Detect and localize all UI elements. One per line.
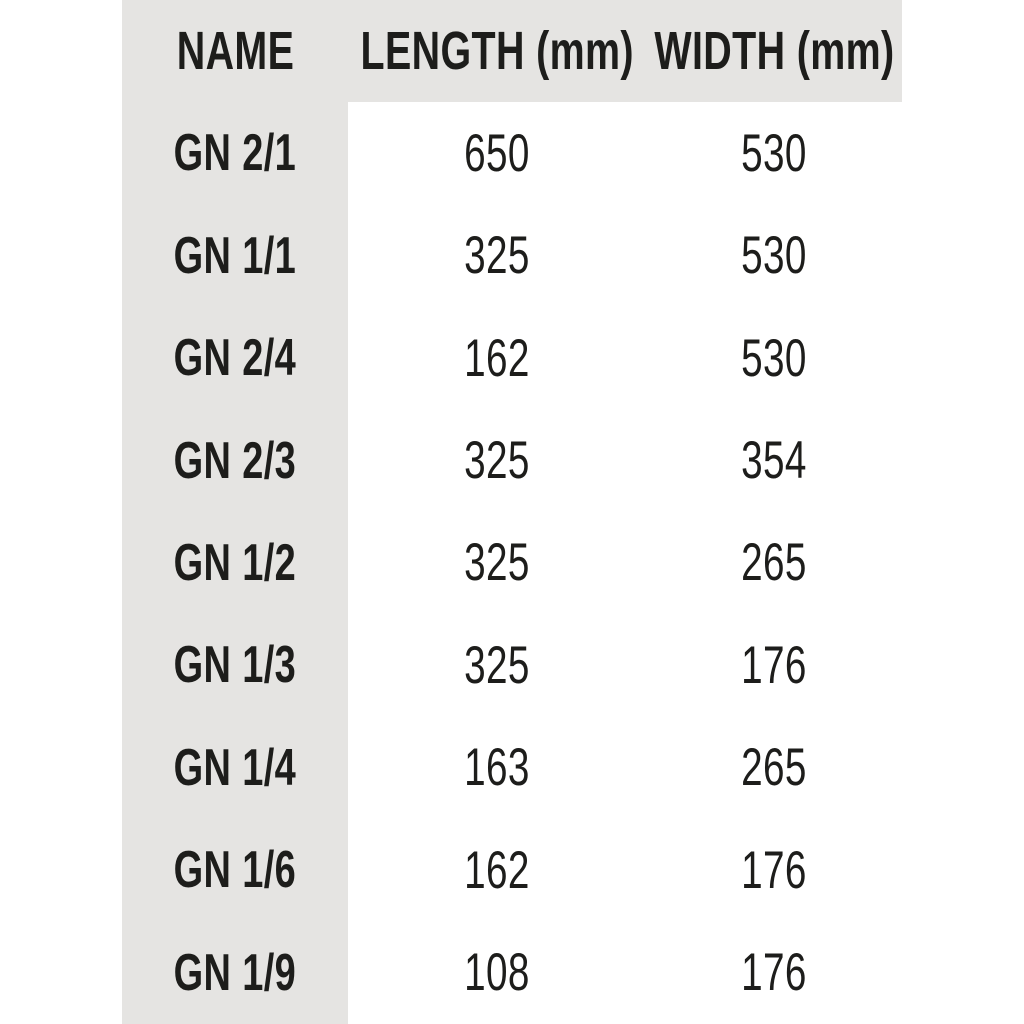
row-name-label: GN 1/6 (173, 841, 297, 900)
length-value: 325 (464, 431, 530, 491)
length-cell (348, 307, 646, 409)
length-value: 650 (464, 123, 530, 183)
length-cell (348, 614, 646, 716)
width-cell (646, 204, 902, 306)
row-name-label: GN 1/4 (173, 738, 297, 797)
row-name-cell (122, 102, 348, 204)
row-name-cell (122, 819, 348, 921)
length-cell (348, 204, 646, 306)
row-name-cell (122, 204, 348, 306)
length-cell (348, 717, 646, 819)
length-cell (348, 409, 646, 511)
row-name-cell (122, 717, 348, 819)
width-value: 176 (741, 635, 807, 695)
width-cell (646, 717, 902, 819)
row-name-cell (122, 307, 348, 409)
width-cell (646, 307, 902, 409)
width-value: 176 (741, 840, 807, 900)
row-name-label: GN 1/9 (173, 943, 297, 1002)
width-value: 176 (741, 943, 807, 1003)
width-cell (646, 614, 902, 716)
row-name-cell (122, 614, 348, 716)
gn-size-table (122, 0, 902, 1024)
length-value: 325 (464, 635, 530, 695)
header-cell-length (348, 0, 646, 102)
length-cell (348, 102, 646, 204)
row-name-label: GN 1/1 (173, 226, 297, 285)
length-cell (348, 512, 646, 614)
row-name-label: GN 2/3 (173, 431, 297, 490)
length-value: 325 (464, 226, 530, 286)
header-cell-width (646, 0, 902, 102)
width-value: 530 (741, 123, 807, 183)
width-value: 530 (741, 328, 807, 388)
row-name-label: GN 2/1 (173, 124, 297, 183)
row-name-cell (122, 409, 348, 511)
width-cell (646, 922, 902, 1024)
row-name-label: GN 2/4 (173, 329, 297, 388)
width-value: 354 (741, 431, 807, 491)
width-value: 265 (741, 533, 807, 593)
width-value: 530 (741, 226, 807, 286)
row-name-label: GN 1/2 (173, 533, 297, 592)
width-value: 265 (741, 738, 807, 798)
length-cell (348, 922, 646, 1024)
row-name-label: GN 1/3 (173, 636, 297, 695)
length-value: 108 (464, 943, 530, 1003)
header-width-label: WIDTH (mm) (653, 21, 895, 81)
length-value: 162 (464, 840, 530, 900)
header-cell-name (122, 0, 348, 102)
width-cell (646, 102, 902, 204)
width-cell (646, 819, 902, 921)
length-value: 163 (464, 738, 530, 798)
header-length-label: LENGTH (mm) (360, 21, 634, 81)
length-value: 325 (464, 533, 530, 593)
length-value: 162 (464, 328, 530, 388)
row-name-cell (122, 922, 348, 1024)
width-cell (646, 512, 902, 614)
header-name-label: NAME (176, 21, 294, 81)
length-cell (348, 819, 646, 921)
row-name-cell (122, 512, 348, 614)
width-cell (646, 409, 902, 511)
